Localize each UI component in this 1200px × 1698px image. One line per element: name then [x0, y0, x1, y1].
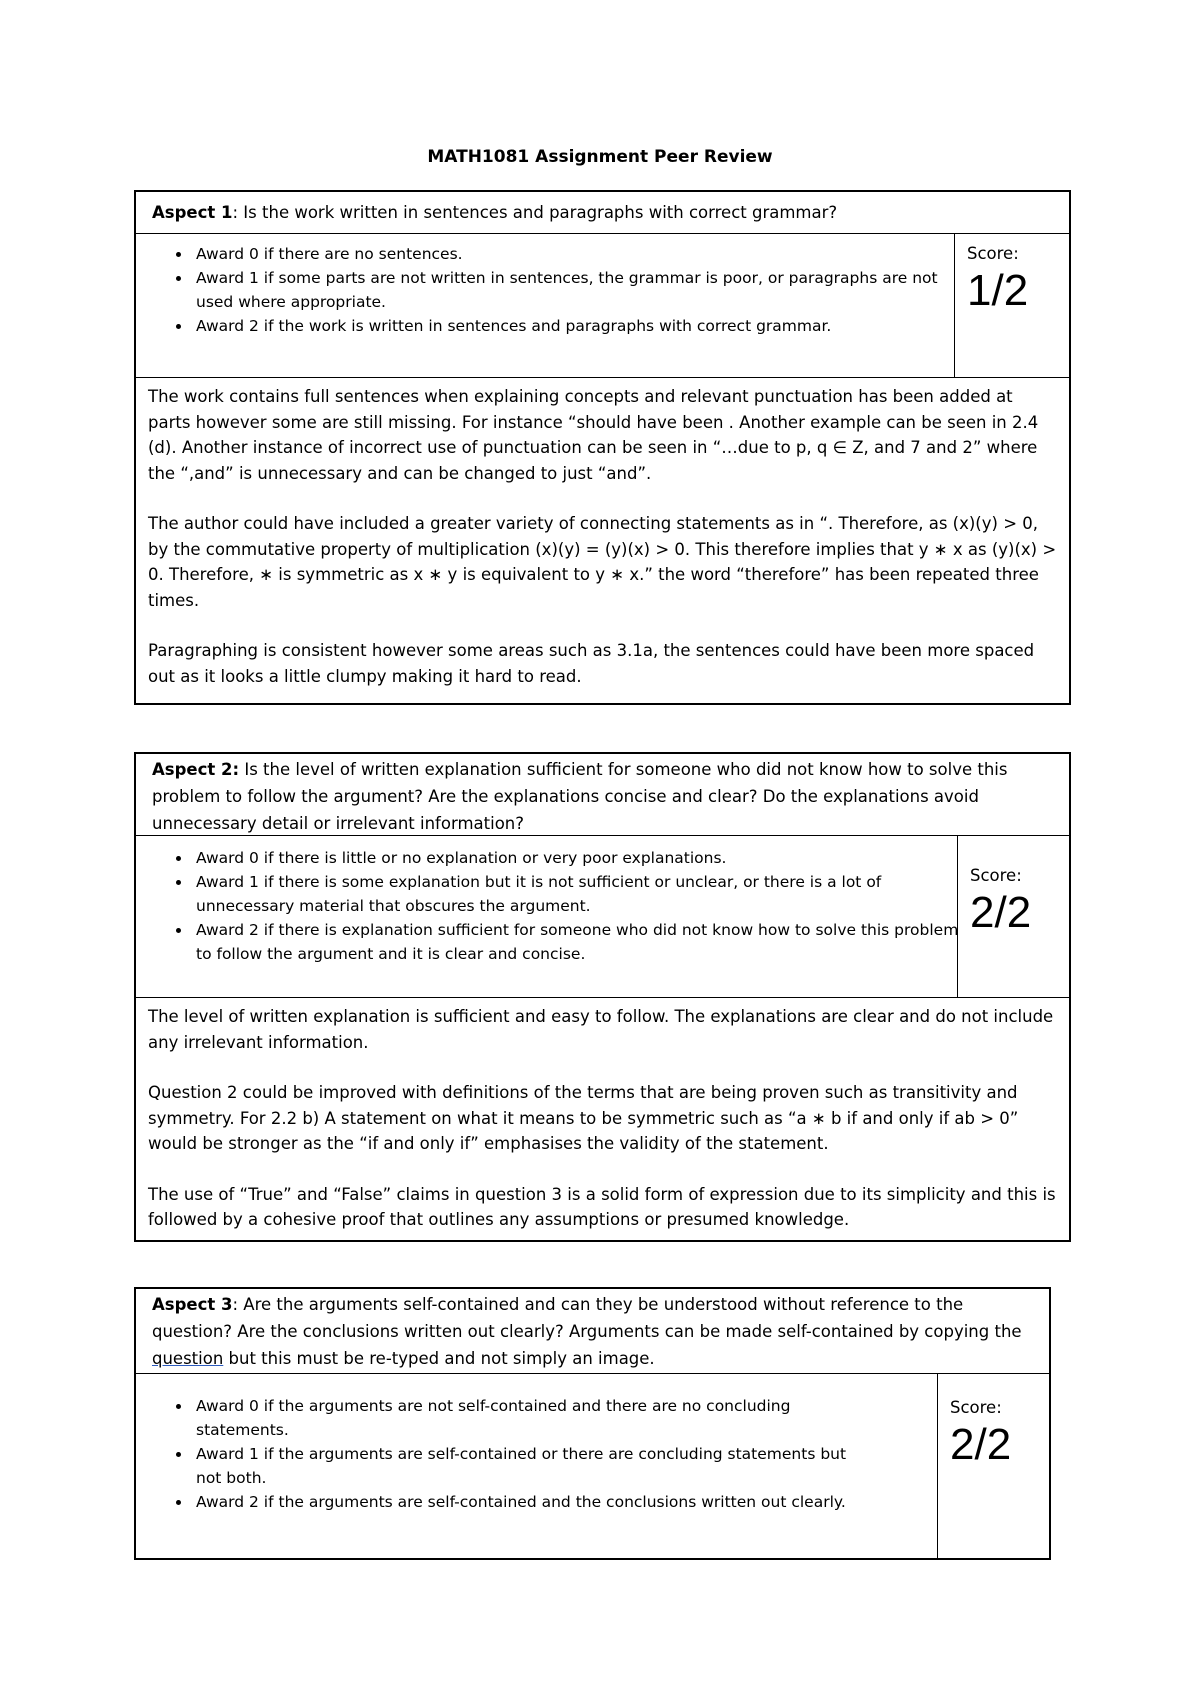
aspect-2-criteria	[136, 836, 961, 998]
criteria-item: • Award 2 if the arguments are self-contained and the conclusions written out clearly.	[192, 1490, 851, 1514]
aspect-1-criteria	[136, 234, 958, 378]
aspect-2-question: Is the level of written explanation sufficient for someone who did not know how to solve this problem to follow the argument? Are the explanations concise and clear? Do the explanations avoid unnecessary detail or irrelevant information?	[152, 760, 1008, 833]
aspect-3-header	[136, 1289, 1049, 1374]
criteria-item: • Award 2 if the work is written in sentences and paragraphs with correct grammar.	[192, 314, 958, 338]
score-label: Score:	[967, 244, 1019, 263]
aspect-3-question-end: but this must be re-typed and not simply an image.	[223, 1349, 655, 1368]
criteria-item: • Award 1 if there is some explanation but it is not sufficient or unclear, or there is a lot of unnecessary material that obscures the argument.	[192, 870, 961, 918]
aspect-1-heading: Aspect 1	[152, 203, 233, 222]
aspect-3-score-cell	[937, 1374, 1049, 1558]
aspect-3-score: 2/2	[950, 1420, 1012, 1469]
question-link[interactable]: question	[152, 1349, 224, 1368]
criteria-item: • Award 2 if there is explanation sufficient for someone who did not know how to solve this problem to follow the argument and it is clear and concise.	[192, 918, 961, 966]
comment-paragraph: The level of written explanation is sufficient and easy to follow. The explanations are clear and do not include any irrelevant information.	[148, 1007, 1054, 1052]
aspect-3-heading: Aspect 3	[152, 1295, 233, 1314]
aspect-2-score: 2/2	[970, 888, 1032, 937]
aspect-2-comments	[136, 998, 1069, 1233]
criteria-item: • Award 1 if the arguments are self-contained or there are concluding statements but not both.	[192, 1442, 851, 1490]
criteria-item: • Award 0 if there are no sentences.	[192, 242, 958, 266]
aspect-1-header	[136, 192, 1069, 234]
aspect-1-comments	[136, 378, 1069, 689]
comment-paragraph: The author could have included a greater variety of connecting statements as in “. Therefore, as (x)(y) > 0, by the commutative property of multiplication (x)(y) = (y)(x) > 0. This therefore implies that y ∗ x as (y)(x) > 0. Therefore, ∗ is symmetric as x ∗ y is equivalent to y ∗ x.” the word “therefore” has been repeated three times.	[148, 514, 1057, 610]
aspect-1-score-cell	[954, 234, 1069, 378]
aspect-3-question: : Are the arguments self-contained and can they be understood without reference to the question? Are the conclusions written out clearly? Arguments can be made self-contained by copying the	[152, 1295, 1022, 1341]
criteria-item: • Award 0 if the arguments are not self-contained and there are no concluding statements.	[192, 1394, 851, 1442]
comment-paragraph: Paragraphing is consistent however some areas such as 3.1a, the sentences could have been more spaced out as it looks a little clumpy making it hard to read.	[148, 641, 1035, 686]
score-label: Score:	[970, 866, 1022, 885]
aspect-2-table	[134, 752, 1071, 1242]
aspect-3-criteria	[136, 1374, 941, 1558]
score-label: Score:	[950, 1398, 1002, 1417]
aspect-2-header	[136, 754, 1069, 836]
page-title: MATH1081 Assignment Peer Review	[427, 147, 773, 167]
aspect-1-score: 1/2	[967, 266, 1029, 315]
comment-paragraph: Question 2 could be improved with definitions of the terms that are being proven such as transitivity and symmetry. For 2.2 b) A statement on what it means to be symmetric such as “a ∗ b if and only if ab > 0” would be stronger as the “if and only if” emphasises the validity of the statement.	[148, 1083, 1019, 1153]
aspect-1-table	[134, 190, 1071, 705]
aspect-2-heading: Aspect 2:	[152, 760, 240, 779]
aspect-2-score-cell	[957, 836, 1069, 998]
comment-paragraph: The work contains full sentences when explaining concepts and relevant punctuation has been added at parts however some are still missing. For instance “should have been . Another example can be seen in 2.4 (d). Another instance of incorrect use of punctuation can be seen in “…due to p, q ∈ Z, and 7 and 2” where the “,and” is unnecessary and can be changed to just “and”.	[148, 387, 1039, 483]
criteria-item: • Award 1 if some parts are not written in sentences, the grammar is poor, or paragraphs are not used where appropriate.	[192, 266, 958, 314]
criteria-item: • Award 0 if there is little or no explanation or very poor explanations.	[192, 846, 961, 870]
aspect-1-question: : Is the work written in sentences and paragraphs with correct grammar?	[232, 203, 838, 222]
aspect-3-table	[134, 1287, 1051, 1560]
comment-paragraph: The use of “True” and “False” claims in question 3 is a solid form of expression due to its simplicity and this is followed by a cohesive proof that outlines any assumptions or presumed knowledge.	[148, 1184, 1056, 1229]
